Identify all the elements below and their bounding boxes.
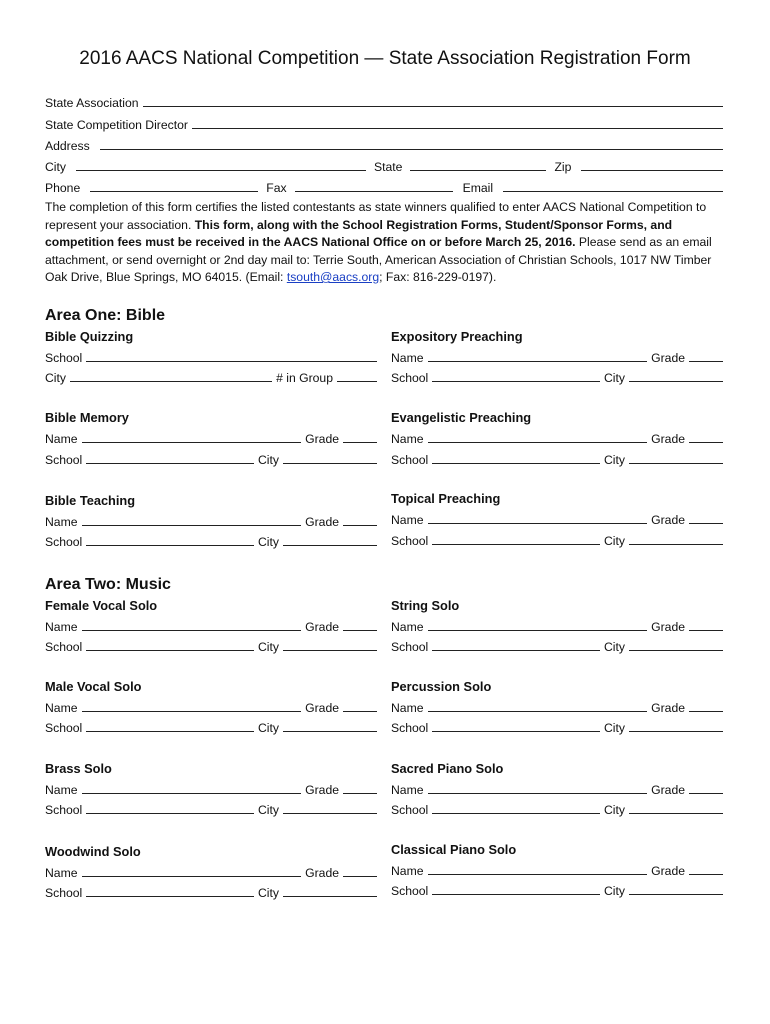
string-school-field[interactable] <box>432 639 600 651</box>
brass-city-field[interactable] <box>283 802 377 814</box>
event-string-solo: String Solo <box>391 598 460 613</box>
school-label: School <box>391 534 429 548</box>
bible-teaching-school-field[interactable] <box>86 534 254 546</box>
evangelistic-school-row <box>391 451 723 467</box>
sacred-piano-name-field[interactable] <box>428 782 648 794</box>
event-evangelistic-preaching: Evangelistic Preaching <box>391 410 532 425</box>
event-bible-teaching: Bible Teaching <box>45 493 136 508</box>
school-label: School <box>391 803 429 817</box>
percussion-name-field[interactable] <box>428 700 648 712</box>
grade-label: Grade <box>305 866 339 880</box>
school-label: School <box>45 886 83 900</box>
school-label: School <box>391 884 429 898</box>
city-state-zip-row <box>45 158 723 174</box>
string-name-field[interactable] <box>428 619 648 631</box>
expository-name-field[interactable] <box>428 350 648 362</box>
sacred-piano-city-field[interactable] <box>629 802 723 814</box>
school-label: School <box>45 535 83 549</box>
city-label: City <box>604 884 625 898</box>
bible-quizzing-city-row <box>45 369 377 385</box>
phone-label: Phone <box>45 181 81 195</box>
address-field[interactable] <box>100 138 723 150</box>
male-vocal-grade-field[interactable] <box>343 700 377 712</box>
sacred-piano-school-field[interactable] <box>432 802 600 814</box>
phone-fax-email-row <box>45 179 723 195</box>
event-bible-memory: Bible Memory <box>45 410 129 425</box>
bible-memory-name-row <box>45 430 377 446</box>
string-grade-field[interactable] <box>689 619 723 631</box>
city-label: City <box>604 534 625 548</box>
zip-field[interactable] <box>581 159 723 171</box>
school-label: School <box>45 640 83 654</box>
school-label: School <box>391 371 429 385</box>
expository-school-field[interactable] <box>432 370 600 382</box>
evangelistic-grade-field[interactable] <box>689 431 723 443</box>
area-one-heading: Area One: Bible <box>45 307 166 324</box>
brass-grade-field[interactable] <box>343 782 377 794</box>
woodwind-name-row <box>45 864 377 880</box>
fax-label: Fax <box>266 181 287 195</box>
grade-label: Grade <box>651 783 685 797</box>
instructions-deadline: This form, along with the School Registration Forms, Student/Sponsor Forms, and competition fees must be received in the AACS National Office on or before March 25, 2016. <box>45 217 673 249</box>
name-label: Name <box>391 351 424 365</box>
brass-name-row <box>45 781 377 797</box>
state-association-field[interactable] <box>143 95 724 107</box>
expository-school-row <box>391 369 723 385</box>
percussion-school-field[interactable] <box>432 720 600 732</box>
evangelistic-city-field[interactable] <box>629 452 723 464</box>
bible-quizzing-school-row <box>45 349 377 365</box>
evangelistic-name-field[interactable] <box>428 431 648 443</box>
grade-label: Grade <box>305 515 339 529</box>
event-male-vocal-solo: Male Vocal Solo <box>45 679 142 694</box>
brass-name-field[interactable] <box>82 782 302 794</box>
school-label: School <box>391 721 429 735</box>
in-group-label: # in Group <box>276 371 333 385</box>
classical-piano-city-field[interactable] <box>629 883 723 895</box>
brass-school-field[interactable] <box>86 802 254 814</box>
state-director-row <box>45 116 723 132</box>
percussion-school-row <box>391 719 723 735</box>
bible-memory-school-field[interactable] <box>86 452 254 464</box>
topical-school-field[interactable] <box>432 533 600 545</box>
bible-memory-school-row <box>45 451 377 467</box>
bible-teaching-school-row <box>45 533 377 549</box>
female-vocal-school-row <box>45 638 377 654</box>
classical-piano-school-field[interactable] <box>432 883 600 895</box>
bible-teaching-grade-field[interactable] <box>343 514 377 526</box>
city-label: City <box>258 721 279 735</box>
sacred-piano-name-row <box>391 781 723 797</box>
city-label: City <box>604 640 625 654</box>
male-vocal-school-row <box>45 719 377 735</box>
bible-quizzing-city-field[interactable] <box>70 370 272 382</box>
woodwind-school-row <box>45 884 377 900</box>
male-vocal-name-row <box>45 699 377 715</box>
grade-label: Grade <box>305 620 339 634</box>
female-vocal-school-field[interactable] <box>86 639 254 651</box>
email-field[interactable] <box>503 180 723 192</box>
classical-piano-name-row <box>391 862 723 878</box>
city-label: City <box>604 721 625 735</box>
name-label: Name <box>45 620 78 634</box>
event-sacred-piano-solo: Sacred Piano Solo <box>391 761 504 776</box>
area-two-heading: Area Two: Music <box>45 576 171 593</box>
grade-label: Grade <box>651 620 685 634</box>
sacred-piano-school-row <box>391 801 723 817</box>
event-expository-preaching: Expository Preaching <box>391 329 523 344</box>
grade-label: Grade <box>305 701 339 715</box>
instructions-text-1: The completion of this form certifies the listed contestants as state winners qualified to enter AACS National Competition to represent your association. <box>45 200 707 232</box>
bible-teaching-name-field[interactable] <box>82 514 302 526</box>
name-label: Name <box>45 701 78 715</box>
instructions-text-3: ; Fax: 816-229-0197). <box>379 270 497 284</box>
school-label: School <box>45 803 83 817</box>
male-vocal-city-field[interactable] <box>283 720 377 732</box>
grade-label: Grade <box>305 783 339 797</box>
name-label: Name <box>45 432 78 446</box>
name-label: Name <box>391 864 424 878</box>
female-vocal-name-row <box>45 618 377 634</box>
expository-city-field[interactable] <box>629 370 723 382</box>
percussion-city-field[interactable] <box>629 720 723 732</box>
state-association-label: State Association <box>45 96 139 110</box>
state-field[interactable] <box>410 159 546 171</box>
address-row <box>45 137 723 153</box>
percussion-grade-field[interactable] <box>689 700 723 712</box>
sacred-piano-grade-field[interactable] <box>689 782 723 794</box>
state-association-row <box>45 94 723 110</box>
name-label: Name <box>391 620 424 634</box>
classical-piano-grade-field[interactable] <box>689 863 723 875</box>
event-percussion-solo: Percussion Solo <box>391 679 492 694</box>
grade-label: Grade <box>651 351 685 365</box>
event-topical-preaching: Topical Preaching <box>391 491 501 506</box>
phone-field[interactable] <box>90 180 258 192</box>
name-label: Name <box>391 783 424 797</box>
city-field[interactable] <box>76 159 366 171</box>
male-vocal-name-field[interactable] <box>82 700 302 712</box>
name-label: Name <box>391 513 424 527</box>
bible-memory-grade-field[interactable] <box>343 431 377 443</box>
evangelistic-school-field[interactable] <box>432 452 600 464</box>
school-label: School <box>45 721 83 735</box>
expository-name-row <box>391 349 723 365</box>
brass-school-row <box>45 801 377 817</box>
grade-label: Grade <box>651 513 685 527</box>
name-label: Name <box>391 701 424 715</box>
school-label: School <box>391 640 429 654</box>
evangelistic-name-row <box>391 430 723 446</box>
city-label: City <box>604 371 625 385</box>
classical-piano-name-field[interactable] <box>428 863 648 875</box>
email-label: Email <box>462 181 494 195</box>
bible-quizzing-school-field[interactable] <box>86 350 377 362</box>
address-label: Address <box>45 139 90 153</box>
classical-piano-school-row <box>391 882 723 898</box>
bible-teaching-name-row <box>45 513 377 529</box>
name-label: Name <box>45 783 78 797</box>
school-label: School <box>45 453 83 467</box>
city-label: City <box>604 453 625 467</box>
city-label: City <box>604 803 625 817</box>
zip-label: Zip <box>554 160 572 174</box>
topical-school-row <box>391 532 723 548</box>
female-vocal-city-field[interactable] <box>283 639 377 651</box>
city-label: City <box>45 371 66 385</box>
woodwind-grade-field[interactable] <box>343 865 377 877</box>
topical-grade-field[interactable] <box>689 512 723 524</box>
name-label: Name <box>45 515 78 529</box>
city-label: City <box>258 535 279 549</box>
event-bible-quizzing: Bible Quizzing <box>45 329 134 344</box>
city-label: City <box>258 803 279 817</box>
topical-name-row <box>391 511 723 527</box>
grade-label: Grade <box>651 432 685 446</box>
expository-grade-field[interactable] <box>689 350 723 362</box>
woodwind-city-field[interactable] <box>283 885 377 897</box>
name-label: Name <box>391 432 424 446</box>
male-vocal-school-field[interactable] <box>86 720 254 732</box>
bible-teaching-city-field[interactable] <box>283 534 377 546</box>
state-director-field[interactable] <box>192 117 723 129</box>
state-director-label: State Competition Director <box>45 118 188 132</box>
event-woodwind-solo: Woodwind Solo <box>45 844 141 859</box>
fax-field[interactable] <box>295 180 453 192</box>
instructions-paragraph <box>45 199 723 287</box>
email-link[interactable]: tsouth@aacs.org <box>286 270 380 284</box>
topical-city-field[interactable] <box>629 533 723 545</box>
instructions-text-2: Please send as an email attachment, or send overnight or 2nd day mail to: Terrie South, American Association of Christian Schools, 1017 NW Timber Oak Drive, Blue Springs, MO 64015. (Email: <box>45 235 712 284</box>
percussion-name-row <box>391 699 723 715</box>
bible-quizzing-in-group-field[interactable] <box>337 370 377 382</box>
event-classical-piano-solo: Classical Piano Solo <box>391 842 517 857</box>
event-female-vocal-solo: Female Vocal Solo <box>45 598 158 613</box>
city-label: City <box>45 160 66 174</box>
woodwind-name-field[interactable] <box>82 865 302 877</box>
page-title: 2016 AACS National Competition — State Association Registration Form <box>79 48 691 69</box>
city-label: City <box>258 453 279 467</box>
event-brass-solo: Brass Solo <box>45 761 112 776</box>
city-label: City <box>258 886 279 900</box>
grade-label: Grade <box>651 701 685 715</box>
state-label: State <box>374 160 403 174</box>
grade-label: Grade <box>651 864 685 878</box>
bible-memory-name-field[interactable] <box>82 431 302 443</box>
female-vocal-grade-field[interactable] <box>343 619 377 631</box>
female-vocal-name-field[interactable] <box>82 619 302 631</box>
name-label: Name <box>45 866 78 880</box>
woodwind-school-field[interactable] <box>86 885 254 897</box>
string-name-row <box>391 618 723 634</box>
string-city-field[interactable] <box>629 639 723 651</box>
school-label: School <box>391 453 429 467</box>
school-label: School <box>45 351 83 365</box>
topical-name-field[interactable] <box>428 512 648 524</box>
bible-memory-city-field[interactable] <box>283 452 377 464</box>
grade-label: Grade <box>305 432 339 446</box>
city-label: City <box>258 640 279 654</box>
string-school-row <box>391 638 723 654</box>
